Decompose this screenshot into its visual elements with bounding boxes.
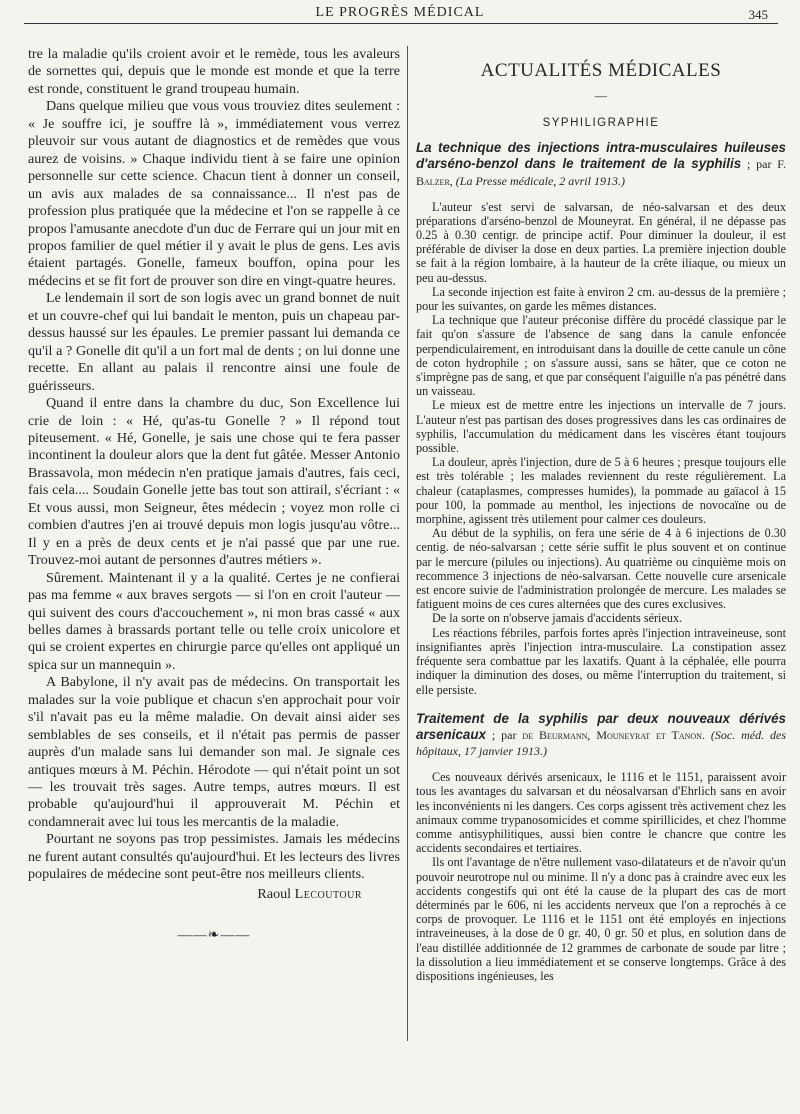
byline-prefix: ; par F. — [741, 157, 786, 171]
paragraph: Au début de la syphilis, on fera une série de 4 à 6 injections de 0.30 centig. de néo-salvarsan ; cette série suffit le plus souvent et on continue par le mercure (pilules ou injections). Au quatrième ou cinquième mois on recommence 3 injections de néo-salvarsan. Cette nouvelle cure arsenicale est encore suivie de l'administration prolongée de mercure. Les malades se fatiguent moins de ces cures alternées que des cures exclusives. — [416, 526, 786, 612]
article-title: La technique des injections intra-musculaires huileuses d'arséno-benzol dans le traitement de la syphilis — [416, 140, 786, 171]
byline-prefix: ; par — [485, 727, 523, 742]
paragraph: Quand il entre dans la chambre du duc, Son Excellence lui crie de loin : « Hé, qu'as-tu Gonelle ? » Il répond tout piteusement. « Hé, Gonelle, je sais une chose qui te fera passer incontinent la douleur alors que la dent fut gâtée. Messer Antonio Brassavola, mon médecin n'en pratique jamais d'autres, fais ceci, fais cela.... Soudain Gonelle jette bas tout son attirail, s'écriant : « Et vous aussi, mon Seigneur, êtes médecin ; voyez mon rolle ci combien d'autres j'en ai trouvé depuis mon logis jusqu'au vôtre... Il y en a près de deux cents et je n'ai passé que par une rue. Trouvez-moi autant de personnes d'autres métiers ». — [28, 395, 400, 569]
header-rule — [24, 23, 778, 24]
signature-first-name: Raoul — [257, 885, 292, 902]
article-authors: de Beurmann, Mouneyrat et Tanon. — [522, 727, 705, 742]
paragraph: A Babylone, il n'y avait pas de médecins. On transportait les malades sur la voie publique et chacun s'en approchait pour voir s'il n'avait pas eu la même maladie. On devait ainsi aider ses semblables de ses conseils, et il n'était pas permis de passer auprès d'un malade sans lui demander son mal. Je signale ces antiques mœurs à M. Péchin. Hérodote — qui n'était point un sot — les trouvait très sages. Autre temps, autres mœurs. Il est probable qu'aujourd'hui il approuverait M. Péchin et condamnerait avec lui tous les mercantis de la maladie. — [28, 674, 400, 830]
subsection-heading: SYPHILIGRAPHIE — [542, 117, 660, 129]
paragraph: Ces nouveaux dérivés arsenicaux, le 1116 et le 1151, paraissent avoir tous les avantages du salvarsan et du néosalvarsan d'Ehrlich sans en avoir les inconvénients ni les dangers. Ces corps agissent très activement chez les animaux comme trypanosomicides et comme spirillicides, et chez l'homme comme antisyphilitiques, aussi bien contre le chancre que contre les accidents secondaires et tertiaires. — [416, 770, 786, 856]
title-dash: — — [594, 89, 608, 103]
article-injections — [416, 140, 786, 697]
section-title: ACTUALITÉS MÉDICALES — [480, 60, 722, 81]
paragraph: La seconde injection est faite à environ 2 cm. au-dessus de la première ; pour les suivantes, on garde les mêmes distances. — [416, 284, 786, 314]
paragraph: tre la maladie qu'ils croient avoir et le remède, tous les avaleurs de sornettes qui, depuis que le monde est monde et que la terre est ronde, constituent le grand troupeau humain. — [28, 46, 400, 97]
signature-last-name: Lecoutour — [294, 885, 362, 902]
paragraph: Pourtant ne soyons pas trop pessimistes. Jamais les médecins ne furent autant consultés qu'aujourd'hui. Et les lecteurs des livres populaires de médecine sont peut-être nos meilleurs clients. — [28, 831, 400, 883]
left-column — [28, 46, 400, 945]
running-head: LE PROGRÈS MÉDICAL — [315, 5, 485, 20]
paragraph: Le mieux est de mettre entre les injections un intervalle de 7 jours. L'auteur n'est pas partisan des doses progressives dans les cas ordinaires de syphilis, l'accumulation du médicament dans les viscères étant toujours possible. — [416, 398, 786, 456]
paragraph: Les réactions fébriles, parfois fortes après l'injection intraveineuse, sont insignifiantes après l'injection intra-musculaire. La constipation assez fréquente sera combattue par les laxatifs. Quant à la céphalée, elle pourra indiquer la diminution des doses, ou même l'interruption du traitement, si elle persiste. — [416, 625, 786, 697]
article-body — [416, 200, 786, 697]
paragraph: La technique que l'auteur préconise diffère du procédé classique par le fait qu'on s'assure de l'absence de sang dans la canule enfoncée perpendiculairement, en introduisant dans la douille de cette canule un cône de coton hydrophile ; on s'assure aussi, sans se hâter, que ce coton ne s'imprègne pas de sang, et que par conséquent l'aiguille n'a pas pénétré dans un vaisseau. — [416, 313, 786, 399]
article-author: Balzer — [416, 173, 450, 188]
paragraph: L'auteur s'est servi de salvarsan, de néo-salvarsan et des deux préparations d'arséno-benzol de Mouneyrat. En général, il ne dépasse pas 0.25 à 0.30 centigr. de principe actif. Pour diminuer la douleur, il est préférable de diviser la dose en deux parties. La première injection double se fait à la région lombaire, à la hauteur de la crête iliaque, ou mieux un peu au-dessus. — [416, 199, 786, 285]
article-heading — [416, 711, 786, 760]
signature — [28, 886, 400, 903]
spacer — [416, 697, 786, 711]
article-title: Traitement de la syphilis par deux nouveaux dérivés arsenicaux — [416, 710, 786, 742]
article-source: (Soc. méd. des hôpitaux, 17 janvier 1913.) — [416, 727, 787, 759]
paragraph: Ils ont l'avantage de n'être nullement vaso-dilatateurs et de n'avoir qu'un pouvoir neurotrope nul ou minime. Il n'y a donc pas à craindre avec eux les accidents congestifs qui ont été la cause de la plupart des cas de mort déterminés par le 606, ni les accidents nerveux que l'on a reprochés à ce corps de provoquer. Le 1116 et le 1151 ont été employés en injections intraveineuses, à la dose de 0 gr. 40, 0 gr. 50 et plus, en solution dans de l'eau distillée additionnée de 12 grammes de carbonate de soude par litre ; la dissolution a lieu immédiatement et se conserve longtemps. Grâce à des dispositions ingénieuses, les — [416, 855, 786, 983]
right-column — [416, 58, 786, 983]
paragraph: Le lendemain il sort de son logis avec un grand bonnet de nuit et un couvre-chef qui lui bandait le menton, puis un chapeau par-dessus haussé sur les épaules. Le premier passant lui demanda ce qu'il a ? Gonelle dit qu'il a un fort mal de dents ; on lui donne une recette. En allant au palais il rencontre ainsi une foule de guérisseurs. — [28, 290, 400, 394]
paragraph: La douleur, après l'injection, dure de 5 à 6 heures ; presque toujours elle est très tolérable ; les malades reviennent du reste régulièrement. La chaleur (cataplasmes, compresses humides), la pommade au gaïacol à 15 pour 100, la pommade au menthol, les injections de novocaïne ou de morphine, agissent très utilement pour calmer ces douleurs. — [416, 455, 786, 527]
article-source: (La Presse médicale, 2 avril 1913.) — [455, 173, 625, 188]
article-body — [416, 770, 786, 983]
paragraph: Sûrement. Maintenant il y a la qualité. Certes je ne confierai pas ma femme « aux braves sergots — si l'on en croit l'auteur — qui suivent des cours d'accouchement », ni mon bras cassé « aux belles dames à brassards portant telle ou telle croix unicolore et qui se croient expertes en chirurgie parce qu'elles ont appliqué un spica sur un mannequin ». — [28, 569, 400, 673]
article-arsenicals — [416, 711, 786, 983]
fleuron-ornament: ——❧—— — [177, 928, 251, 944]
paragraph: De la sorte on n'observe jamais d'accidents sérieux. — [432, 611, 683, 626]
column-divider — [407, 46, 408, 1041]
article-heading: La technique des injections intra-musculaires huileuses d'arséno-benzol dans le traitement de la syphilis ; par F. Balzer, (La Presse médicale, 2 avril 1913.) — [416, 140, 786, 188]
paragraph: Dans quelque milieu que vous vous trouviez dites seulement : « Je souffre ici, je souffre là », immédiatement vous verrez pleuvoir sur vous autant de diagnostics et de remèdes que vous aurez de voisins. » Chaque individu tient à se faire une opinion personnelle sur cette science. Chacun tient à donner un conseil, un avis aux malades de sa connaissance... Il n'est pas de profession plus pratiquée que la médecine et l'on se rappelle à ce propos l'amusante anecdote d'un duc de Ferrare qui un jour mit en propos familier de quel métier il y avait le plus de gens. Les avis étaient partagés. Gonelle, fameux bouffon, opina pour les médecins et se fit fort de prouver son dire en vingt-quatre heures. — [28, 98, 400, 289]
page-number: 345 — [748, 7, 768, 22]
